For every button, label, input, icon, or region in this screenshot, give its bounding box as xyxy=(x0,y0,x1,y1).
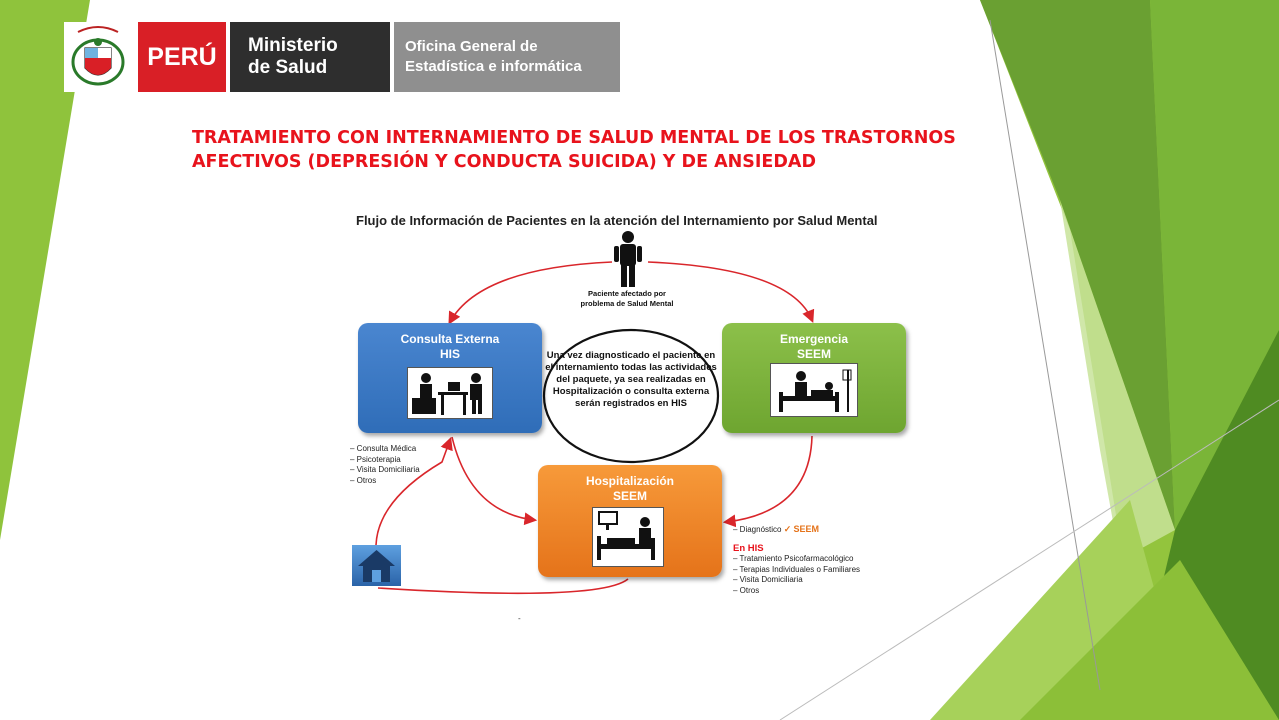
en-his-heading: En HIS xyxy=(733,542,764,554)
list-item: – Psicoterapia xyxy=(350,455,420,466)
arrow-hospitalizacion-to-home xyxy=(378,579,628,593)
consulta-externa-title xyxy=(358,332,542,362)
hospitalizacion-title xyxy=(538,474,722,504)
list-item: – Visita Domiciliaria xyxy=(350,465,420,476)
oficina-line-1: Oficina General de xyxy=(405,38,538,55)
check-icon: ✓ xyxy=(783,524,792,534)
consulta-externa-line-1: Consulta Externa xyxy=(400,332,500,346)
consultation-icon xyxy=(407,367,493,419)
patient-figure-icon xyxy=(614,231,642,287)
hospital-bed-icon xyxy=(592,507,664,567)
emergencia-line-1: Emergencia xyxy=(779,332,849,346)
emergency-bed-icon xyxy=(770,363,858,417)
list-item: – Consulta Médica xyxy=(350,444,420,455)
emergencia-title xyxy=(722,332,906,362)
oficina-line-2: Estadística e informática xyxy=(405,58,582,75)
emergencia-box xyxy=(722,323,906,433)
ministerio-line-1: Ministerio xyxy=(248,35,338,56)
diagnostico-line xyxy=(733,524,860,536)
consulta-externa-box xyxy=(358,323,542,433)
diagnostico-system: SEEM xyxy=(793,524,820,534)
list-item: – Terapias Individuales o Familiares xyxy=(733,565,860,576)
list-item: – Visita Domiciliaria xyxy=(733,575,860,586)
hospitalizacion-box xyxy=(538,465,722,577)
ministerio-line-2: de Salud xyxy=(248,57,328,78)
home-icon xyxy=(352,545,401,586)
his-activities-list xyxy=(733,554,860,596)
list-item: – Tratamiento Psicofarmacológico xyxy=(733,554,860,565)
consulta-externa-line-2: HIS xyxy=(439,347,460,361)
arrow-consulta-to-hospitalizacion xyxy=(452,437,534,520)
consulta-activities-list xyxy=(350,444,420,486)
diagram-title: Flujo de Información de Pacientes en la atención del Internamiento por Salud Mental xyxy=(356,213,878,228)
footnote-mark: - xyxy=(518,614,521,623)
patient-label: Paciente afectado por problema de Salud Mental xyxy=(580,289,674,308)
list-item: – Otros xyxy=(350,476,420,487)
hospitalizacion-line-1: Hospitalización xyxy=(585,474,674,488)
slide-title-line-2: AFECTIVOS (DEPRESIÓN Y CONDUCTA SUICIDA) Y DE ANSIEDAD xyxy=(192,152,816,172)
emergencia-line-2: SEEM xyxy=(796,347,831,361)
peru-logo: PERÚ xyxy=(138,22,226,92)
slide-title-line-1: TRATAMIENTO CON INTERNAMIENTO DE SALUD MENTAL DE LOS TRASTORNOS xyxy=(192,128,956,148)
arrow-emergencia-to-hospitalizacion xyxy=(726,436,812,522)
center-text: Una vez diagnosticado el paciente en el internamiento todas las actividades del paquete, ya sea realizadas en Hospitalización o consulta externa serán registrados en HIS xyxy=(545,350,717,409)
hospitalizacion-line-2: SEEM xyxy=(612,489,647,503)
hospitalizacion-notes xyxy=(733,524,860,596)
diagnostico-label: Diagnóstico xyxy=(739,525,782,534)
list-item: – Otros xyxy=(733,586,860,597)
